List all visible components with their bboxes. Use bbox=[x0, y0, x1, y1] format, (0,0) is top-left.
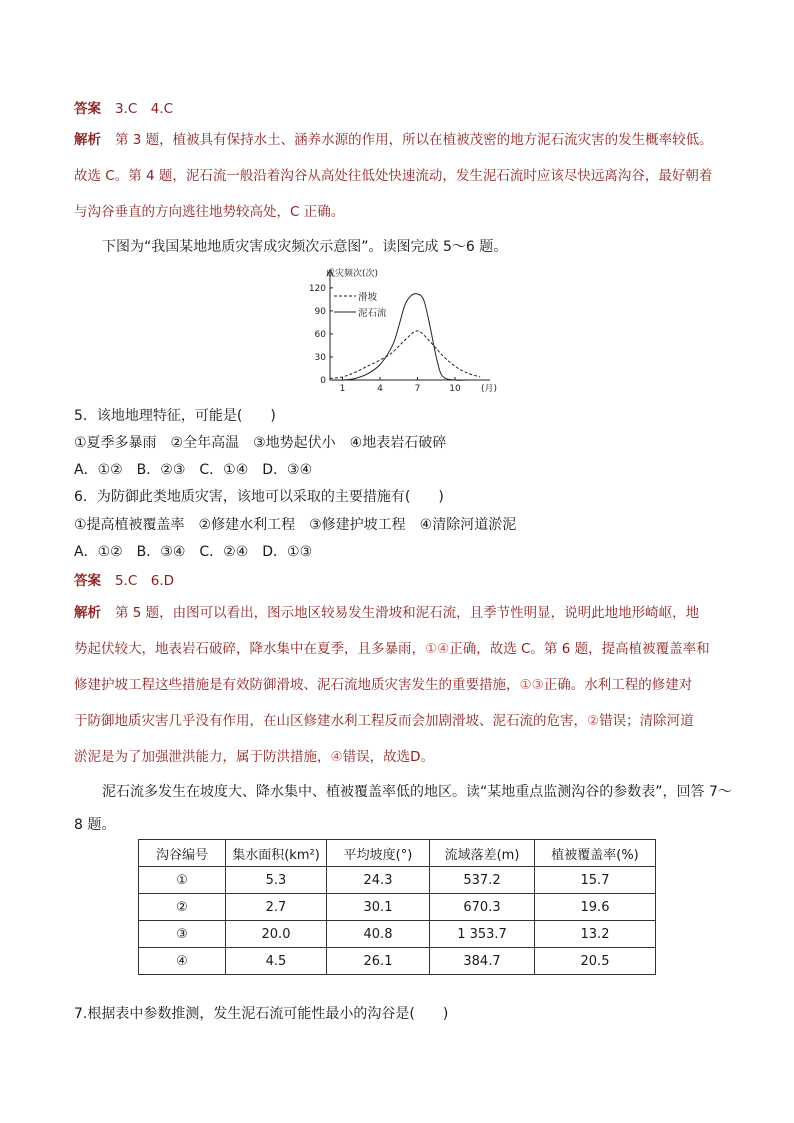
table-cell: 15.7 bbox=[535, 867, 656, 894]
question-5-options: ①夏季多暴雨 ②全年高温 ③地势起伏小 ④地表岩石破碎 bbox=[74, 435, 447, 451]
table-cell: 19.6 bbox=[535, 894, 656, 921]
question-6-choices: A．①② B．③④ C．②④ D．①③ bbox=[74, 544, 313, 560]
question-intro-7-8-line-2: 8 题。 bbox=[74, 817, 116, 833]
question-intro-7-8-line-1: 泥石流多发生在坡度大、降水集中、植被覆盖率低的地区。读“某地重点监测沟谷的参数表”，回答 7～ bbox=[102, 784, 732, 800]
legend-label: 滑坡 bbox=[358, 292, 378, 303]
table-cell: 30.1 bbox=[327, 894, 430, 921]
question-5-choices: A．①② B．②③ C．①④ D．③④ bbox=[74, 462, 313, 478]
table-header-cell: 流域落差(m) bbox=[430, 840, 535, 867]
analysis-text: 于防御地质灾害几乎没有作用，在山区修建水利工程反而会加剧滑坡、泥石流的危害， bbox=[74, 713, 587, 729]
analysis2-line-4 bbox=[74, 709, 694, 729]
analysis-text: 错误；清除河道 bbox=[599, 713, 694, 729]
answer-text: 5.C 6.D bbox=[115, 573, 175, 589]
table-cell: 20.0 bbox=[226, 921, 327, 948]
table-row bbox=[139, 948, 656, 975]
table-header-cell: 平均坡度(°) bbox=[327, 840, 430, 867]
analysis-text: 正确。水利工程的修建对 bbox=[543, 677, 693, 693]
table-cell: 4.5 bbox=[226, 948, 327, 975]
question-5-stem: 5．该地地理特征，可能是( ) bbox=[74, 408, 276, 424]
analysis2-line-3 bbox=[74, 673, 692, 693]
analysis-label: 解析 bbox=[74, 605, 101, 621]
analysis-text: 正确，故选 C。第 6 题，提高植被覆盖率和 bbox=[449, 641, 710, 657]
x-axis-label: (月) bbox=[481, 384, 498, 394]
analysis-text: 错误，故选D。 bbox=[342, 749, 435, 765]
table-header-cell: 植被覆盖率(%) bbox=[535, 840, 656, 867]
y-tick-label: 90 bbox=[314, 306, 326, 317]
question-7-stem: 7.根据表中参数推测，发生泥石流可能性最小的沟谷是( ) bbox=[74, 1006, 449, 1022]
answer-text: 3.C 4.C bbox=[115, 101, 174, 117]
table-cell: 24.3 bbox=[327, 867, 430, 894]
table-cell: 1 353.7 bbox=[430, 921, 535, 948]
series-line-landslide bbox=[330, 331, 480, 379]
legend-label: 泥石流 bbox=[358, 308, 387, 319]
analysis-text: 修建护坡工程这些措施是有效防御滑坡、泥石流地质灾害发生的重要措施， bbox=[74, 677, 520, 693]
table-row bbox=[139, 867, 656, 894]
y-tick-label: 0 bbox=[320, 376, 326, 386]
analysis2-line-5 bbox=[74, 745, 434, 765]
answer-line-5-6 bbox=[74, 569, 174, 589]
answer-label: 答案 bbox=[74, 573, 101, 589]
analysis-text: 第 3 题，植被具有保持水土、涵养水源的作用，所以在植被茂密的地方泥石流灾害的发生概率较低。 bbox=[115, 132, 713, 148]
y-tick-label: 30 bbox=[314, 352, 326, 363]
highlight-answer: ①④ bbox=[425, 641, 450, 657]
table-header-cell: 集水面积(km²) bbox=[226, 840, 327, 867]
table-cell: 40.8 bbox=[327, 921, 430, 948]
question-intro-5-6: 下图为“我国某地地质灾害成灾频次示意图”。读图完成 5～6 题。 bbox=[102, 239, 508, 255]
analysis-text: 淤泥是为了加强泄洪能力，属于防洪措施， bbox=[74, 749, 331, 765]
table-cell: 537.2 bbox=[430, 867, 535, 894]
answer-line-3-4 bbox=[74, 97, 173, 117]
table-cell: ① bbox=[139, 867, 226, 894]
table-cell: 26.1 bbox=[327, 948, 430, 975]
analysis-line-3: 与沟谷垂直的方向逃往地势较高处，C 正确。 bbox=[74, 204, 345, 220]
analysis2-line-2 bbox=[74, 637, 710, 657]
table-header-row bbox=[139, 840, 656, 867]
question-6-stem: 6．为防御此类地质灾害，该地可以采取的主要措施有( ) bbox=[74, 489, 444, 505]
table-row bbox=[139, 894, 656, 921]
table-cell: 5.3 bbox=[226, 867, 327, 894]
table-cell: ④ bbox=[139, 948, 226, 975]
table-cell: 670.3 bbox=[430, 894, 535, 921]
highlight-answer: ④ bbox=[330, 749, 343, 765]
highlight-answer: ② bbox=[587, 713, 600, 729]
y-tick-label: 120 bbox=[308, 283, 326, 294]
y-tick-label: 60 bbox=[314, 329, 326, 340]
answer-label: 答案 bbox=[74, 101, 101, 117]
table-cell: 13.2 bbox=[535, 921, 656, 948]
highlight-answer: ①③ bbox=[519, 677, 544, 693]
analysis-line-1 bbox=[74, 128, 713, 148]
analysis2-line-1 bbox=[74, 601, 699, 621]
y-axis-label: 成灾频次(次) bbox=[326, 269, 379, 279]
table-row bbox=[139, 921, 656, 948]
disaster-frequency-chart bbox=[308, 266, 498, 396]
analysis-text: 第 5 题，由图可以看出，图示地区较易发生滑坡和泥石流，且季节性明显，说明此地地形崎岖，地 bbox=[115, 605, 700, 621]
x-tick-label: 4 bbox=[377, 384, 383, 394]
x-tick-label: 1 bbox=[339, 384, 346, 394]
analysis-text: 势起伏较大，地表岩石破碎，降水集中在夏季，且多暴雨， bbox=[74, 641, 425, 657]
table-cell: ③ bbox=[139, 921, 226, 948]
table-header-cell: 沟谷编号 bbox=[139, 840, 226, 867]
table-cell: 2.7 bbox=[226, 894, 327, 921]
x-tick-label: 7 bbox=[414, 384, 421, 394]
x-tick-label: 10 bbox=[449, 384, 461, 394]
table-cell: ② bbox=[139, 894, 226, 921]
analysis-label: 解析 bbox=[74, 132, 101, 148]
analysis-line-2: 故选 C。第 4 题，泥石流一般沿着沟谷从高处往低处快速流动，发生泥石流时应该尽快远离沟谷，最好朝着 bbox=[74, 168, 713, 184]
gully-parameter-table bbox=[138, 839, 656, 975]
table-cell: 384.7 bbox=[430, 948, 535, 975]
table-cell: 20.5 bbox=[535, 948, 656, 975]
question-6-options: ①提高植被覆盖率 ②修建水利工程 ③修建护坡工程 ④清除河道淤泥 bbox=[74, 517, 517, 533]
